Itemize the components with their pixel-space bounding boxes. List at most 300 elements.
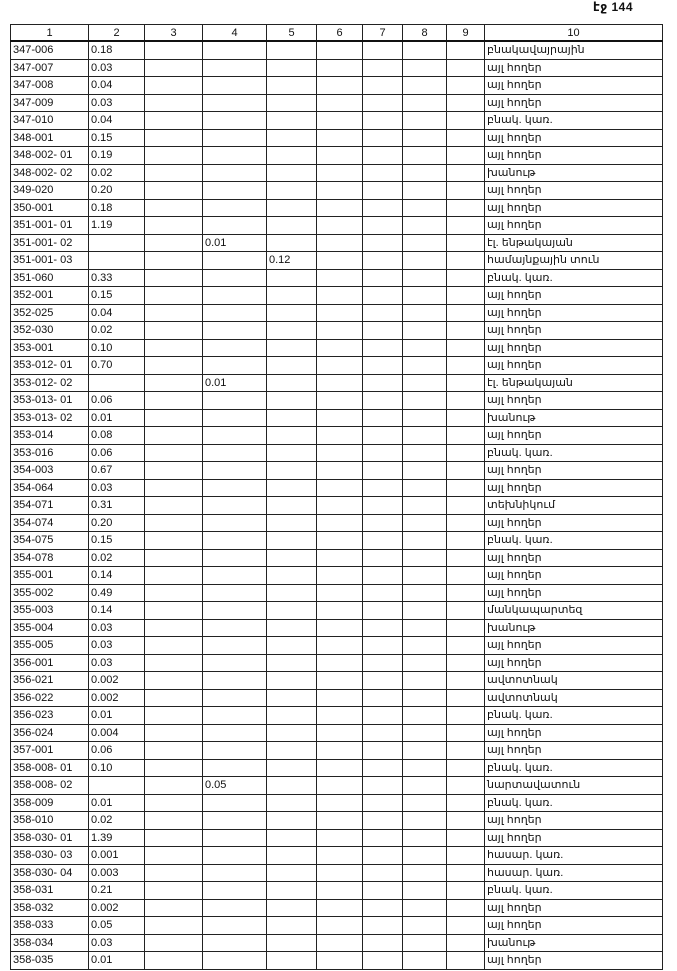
cell-col-5 — [267, 182, 317, 200]
cell-col-6 — [317, 864, 363, 882]
cell-col-3 — [145, 707, 203, 725]
table-row — [11, 444, 663, 462]
cell-land-use: այլ հողեր — [485, 584, 663, 602]
cell-col-3 — [145, 199, 203, 217]
table-row — [11, 497, 663, 515]
cell-col-9 — [447, 759, 485, 777]
column-header-10: 10 — [485, 25, 663, 42]
cell-parcel-code: 351-001- 02 — [11, 234, 89, 252]
table-row — [11, 672, 663, 690]
cell-col-5 — [267, 812, 317, 830]
cell-col-7 — [363, 129, 403, 147]
cell-col-7 — [363, 392, 403, 410]
cell-col-6 — [317, 462, 363, 480]
table-row — [11, 882, 663, 900]
cell-parcel-code: 347-010 — [11, 112, 89, 130]
cell-col-9 — [447, 269, 485, 287]
cell-col-9 — [447, 497, 485, 515]
cell-col-9 — [447, 829, 485, 847]
cell-col-4 — [203, 882, 267, 900]
cell-col-7 — [363, 882, 403, 900]
cell-col-5 — [267, 672, 317, 690]
cell-parcel-code: 348-002- 02 — [11, 164, 89, 182]
cell-land-use: հասար. կառ. — [485, 864, 663, 882]
cell-col-6 — [317, 619, 363, 637]
table-row — [11, 164, 663, 182]
cell-col-2: 0.03 — [89, 637, 145, 655]
cell-col-8 — [403, 497, 447, 515]
cell-col-5 — [267, 689, 317, 707]
cell-col-3 — [145, 147, 203, 165]
cell-col-4 — [203, 742, 267, 760]
cell-col-2: 0.31 — [89, 497, 145, 515]
cell-col-2: 0.33 — [89, 269, 145, 287]
cell-col-6 — [317, 654, 363, 672]
cell-col-2: 0.02 — [89, 164, 145, 182]
table-row — [11, 427, 663, 445]
cell-col-9 — [447, 707, 485, 725]
table-row — [11, 619, 663, 637]
cell-land-use: այլ հողեր — [485, 357, 663, 375]
cell-col-6 — [317, 164, 363, 182]
table-row — [11, 759, 663, 777]
cell-col-4 — [203, 759, 267, 777]
cell-col-5 — [267, 549, 317, 567]
table-row — [11, 59, 663, 77]
cell-parcel-code: 358-032 — [11, 899, 89, 917]
cell-land-use: այլ հողեր — [485, 724, 663, 742]
cell-col-8 — [403, 339, 447, 357]
cell-col-2: 0.20 — [89, 514, 145, 532]
cell-col-6 — [317, 759, 363, 777]
cell-col-9 — [447, 357, 485, 375]
cell-col-4 — [203, 129, 267, 147]
cell-col-4 — [203, 934, 267, 952]
column-header-4: 4 — [203, 25, 267, 42]
cell-parcel-code: 358-031 — [11, 882, 89, 900]
cell-land-use: այլ հողեր — [485, 742, 663, 760]
cell-col-2: 0.19 — [89, 147, 145, 165]
cell-col-4 — [203, 217, 267, 235]
cell-land-use: այլ հողեր — [485, 129, 663, 147]
cell-land-use: այլ հողեր — [485, 829, 663, 847]
cell-col-5 — [267, 94, 317, 112]
cell-col-8 — [403, 444, 447, 462]
cell-col-6 — [317, 129, 363, 147]
cell-parcel-code: 354-064 — [11, 479, 89, 497]
cell-col-9 — [447, 864, 485, 882]
cell-col-5 — [267, 567, 317, 585]
cell-col-6 — [317, 637, 363, 655]
cell-col-6 — [317, 217, 363, 235]
cell-col-6 — [317, 234, 363, 252]
cell-col-7 — [363, 864, 403, 882]
cell-col-2: 0.03 — [89, 934, 145, 952]
cell-col-2: 0.03 — [89, 479, 145, 497]
cell-col-6 — [317, 847, 363, 865]
table-row — [11, 934, 663, 952]
cell-land-use: այլ հողեր — [485, 59, 663, 77]
cell-parcel-code: 358-009 — [11, 794, 89, 812]
cell-col-4: 0.01 — [203, 234, 267, 252]
cell-parcel-code: 358-030- 04 — [11, 864, 89, 882]
cell-col-8 — [403, 549, 447, 567]
cell-col-4 — [203, 899, 267, 917]
cell-col-8 — [403, 742, 447, 760]
cell-col-2: 0.10 — [89, 759, 145, 777]
cell-land-use: այլ հողեր — [485, 549, 663, 567]
cell-col-3 — [145, 287, 203, 305]
cell-land-use: բնակ. կառ. — [485, 882, 663, 900]
column-header-5: 5 — [267, 25, 317, 42]
cell-col-4 — [203, 584, 267, 602]
cell-col-9 — [447, 514, 485, 532]
cell-col-9 — [447, 567, 485, 585]
cell-col-8 — [403, 199, 447, 217]
cell-parcel-code: 355-002 — [11, 584, 89, 602]
cell-col-4 — [203, 427, 267, 445]
cell-col-8 — [403, 217, 447, 235]
cell-col-8 — [403, 567, 447, 585]
cell-col-9 — [447, 217, 485, 235]
cell-col-9 — [447, 637, 485, 655]
cell-col-6 — [317, 602, 363, 620]
cell-col-3 — [145, 759, 203, 777]
cell-col-2: 0.02 — [89, 812, 145, 830]
cell-col-4 — [203, 147, 267, 165]
cell-land-use: մանկապարտեզ — [485, 602, 663, 620]
cell-col-6 — [317, 59, 363, 77]
cell-col-7 — [363, 164, 403, 182]
cell-col-2: 0.01 — [89, 794, 145, 812]
cell-col-6 — [317, 497, 363, 515]
table-row — [11, 637, 663, 655]
cell-col-6 — [317, 94, 363, 112]
cell-land-use: այլ հողեր — [485, 304, 663, 322]
header-row — [11, 25, 663, 42]
cell-col-6 — [317, 269, 363, 287]
cell-col-5 — [267, 952, 317, 970]
cell-col-2: 0.03 — [89, 619, 145, 637]
cell-col-2: 0.01 — [89, 707, 145, 725]
cell-col-7 — [363, 59, 403, 77]
cell-col-9 — [447, 532, 485, 550]
cell-col-3 — [145, 182, 203, 200]
table-row — [11, 129, 663, 147]
cell-col-5 — [267, 234, 317, 252]
cell-col-4 — [203, 199, 267, 217]
cell-col-2: 0.06 — [89, 392, 145, 410]
cell-col-9 — [447, 304, 485, 322]
table-row — [11, 654, 663, 672]
cell-col-3 — [145, 549, 203, 567]
cell-col-4 — [203, 182, 267, 200]
cell-col-2: 0.06 — [89, 742, 145, 760]
cell-col-5 — [267, 777, 317, 795]
cell-col-4 — [203, 112, 267, 130]
cell-col-5 — [267, 707, 317, 725]
cell-col-9 — [447, 689, 485, 707]
cell-col-8 — [403, 59, 447, 77]
cell-col-3 — [145, 672, 203, 690]
table-row — [11, 269, 663, 287]
cell-col-9 — [447, 812, 485, 830]
cell-col-9 — [447, 917, 485, 935]
cell-col-4: 0.01 — [203, 374, 267, 392]
cell-col-7 — [363, 619, 403, 637]
cell-col-6 — [317, 549, 363, 567]
cell-col-4 — [203, 339, 267, 357]
cell-col-7 — [363, 952, 403, 970]
cell-col-2: 0.04 — [89, 77, 145, 95]
cell-col-3 — [145, 252, 203, 270]
cell-col-4 — [203, 287, 267, 305]
table-row — [11, 252, 663, 270]
cell-col-3 — [145, 234, 203, 252]
table-row — [11, 917, 663, 935]
cell-land-use: այլ հողեր — [485, 899, 663, 917]
cell-parcel-code: 357-001 — [11, 742, 89, 760]
cell-col-9 — [447, 427, 485, 445]
cell-col-6 — [317, 199, 363, 217]
cell-col-2: 0.004 — [89, 724, 145, 742]
cell-col-3 — [145, 339, 203, 357]
cell-col-9 — [447, 409, 485, 427]
cell-land-use: այլ հողեր — [485, 462, 663, 480]
cell-col-7 — [363, 322, 403, 340]
cell-parcel-code: 358-030- 01 — [11, 829, 89, 847]
table-row — [11, 322, 663, 340]
cell-parcel-code: 355-005 — [11, 637, 89, 655]
cell-col-5 — [267, 77, 317, 95]
cell-col-8 — [403, 112, 447, 130]
cell-col-2: 0.70 — [89, 357, 145, 375]
cell-col-2: 0.15 — [89, 287, 145, 305]
cell-parcel-code: 356-024 — [11, 724, 89, 742]
cell-col-8 — [403, 322, 447, 340]
cell-col-8 — [403, 812, 447, 830]
table-row — [11, 584, 663, 602]
cell-col-2: 1.39 — [89, 829, 145, 847]
cell-col-9 — [447, 392, 485, 410]
table-row — [11, 829, 663, 847]
cell-col-9 — [447, 59, 485, 77]
cell-col-4 — [203, 322, 267, 340]
cell-parcel-code: 353-013- 01 — [11, 392, 89, 410]
cell-col-6 — [317, 952, 363, 970]
cell-land-use: այլ հողեր — [485, 427, 663, 445]
cell-col-6 — [317, 427, 363, 445]
cell-col-2: 0.002 — [89, 689, 145, 707]
cell-col-8 — [403, 934, 447, 952]
cell-col-5 — [267, 374, 317, 392]
cell-land-use: համայնքային տուն — [485, 252, 663, 270]
cell-col-6 — [317, 794, 363, 812]
cell-parcel-code: 353-014 — [11, 427, 89, 445]
cell-col-5 — [267, 409, 317, 427]
cell-col-8 — [403, 164, 447, 182]
cell-parcel-code: 355-003 — [11, 602, 89, 620]
cell-land-use: այլ հողեր — [485, 182, 663, 200]
cell-land-use: բնակ. կառ. — [485, 707, 663, 725]
cell-col-6 — [317, 304, 363, 322]
cell-land-use: ավտոտնակ — [485, 689, 663, 707]
column-header-7: 7 — [363, 25, 403, 42]
cell-col-6 — [317, 707, 363, 725]
cell-col-9 — [447, 129, 485, 147]
cell-col-8 — [403, 759, 447, 777]
cell-col-4 — [203, 409, 267, 427]
table-row — [11, 567, 663, 585]
cell-col-4 — [203, 549, 267, 567]
cell-col-7 — [363, 269, 403, 287]
table-row — [11, 304, 663, 322]
cell-col-8 — [403, 917, 447, 935]
cell-col-5 — [267, 637, 317, 655]
cell-col-7 — [363, 199, 403, 217]
cell-parcel-code: 352-025 — [11, 304, 89, 322]
cell-land-use: այլ հողեր — [485, 199, 663, 217]
table-row — [11, 532, 663, 550]
cell-col-8 — [403, 462, 447, 480]
table-row — [11, 147, 663, 165]
cell-land-use: էլ. ենթակայան — [485, 234, 663, 252]
cell-col-3 — [145, 94, 203, 112]
table-row — [11, 689, 663, 707]
cell-col-4 — [203, 917, 267, 935]
cell-col-5 — [267, 129, 317, 147]
cell-col-4 — [203, 689, 267, 707]
cell-col-3 — [145, 619, 203, 637]
cell-col-4 — [203, 707, 267, 725]
cell-col-2: 0.003 — [89, 864, 145, 882]
cell-col-6 — [317, 444, 363, 462]
column-header-2: 2 — [89, 25, 145, 42]
cell-land-use: էլ. ենթակայան — [485, 374, 663, 392]
cell-col-2: 0.15 — [89, 129, 145, 147]
cell-col-3 — [145, 689, 203, 707]
cell-col-2: 0.02 — [89, 549, 145, 567]
cell-col-7 — [363, 532, 403, 550]
cell-land-use: նարտավատուն — [485, 777, 663, 795]
cell-col-6 — [317, 77, 363, 95]
table-row — [11, 462, 663, 480]
cell-col-3 — [145, 374, 203, 392]
cell-col-2: 0.05 — [89, 917, 145, 935]
cell-col-5 — [267, 462, 317, 480]
cell-col-3 — [145, 829, 203, 847]
cell-col-3 — [145, 497, 203, 515]
cell-col-4 — [203, 304, 267, 322]
cell-col-4 — [203, 392, 267, 410]
cell-parcel-code: 358-008- 02 — [11, 777, 89, 795]
cell-col-8 — [403, 794, 447, 812]
cell-parcel-code: 353-012- 01 — [11, 357, 89, 375]
cell-col-9 — [447, 374, 485, 392]
cell-land-use: այլ հողեր — [485, 287, 663, 305]
cell-col-9 — [447, 287, 485, 305]
cell-col-6 — [317, 724, 363, 742]
cell-col-2: 0.10 — [89, 339, 145, 357]
cell-col-3 — [145, 129, 203, 147]
table-row — [11, 602, 663, 620]
cell-col-3 — [145, 514, 203, 532]
cell-col-5 — [267, 917, 317, 935]
cell-col-4 — [203, 794, 267, 812]
cell-land-use: ավտոտնակ — [485, 672, 663, 690]
cell-col-2 — [89, 777, 145, 795]
cell-col-9 — [447, 777, 485, 795]
cell-col-3 — [145, 724, 203, 742]
table-row — [11, 812, 663, 830]
cell-parcel-code: 354-071 — [11, 497, 89, 515]
table-row — [11, 794, 663, 812]
cell-col-4 — [203, 532, 267, 550]
cell-parcel-code: 358-030- 03 — [11, 847, 89, 865]
cell-col-8 — [403, 287, 447, 305]
cell-col-3 — [145, 637, 203, 655]
cell-parcel-code: 355-004 — [11, 619, 89, 637]
cell-col-7 — [363, 112, 403, 130]
cell-col-7 — [363, 724, 403, 742]
cell-col-8 — [403, 392, 447, 410]
cell-col-8 — [403, 654, 447, 672]
cell-parcel-code: 356-023 — [11, 707, 89, 725]
cell-parcel-code: 358-033 — [11, 917, 89, 935]
cell-land-use: հասար. կառ. — [485, 847, 663, 865]
cell-parcel-code: 347-006 — [11, 41, 89, 59]
cell-col-7 — [363, 917, 403, 935]
cell-parcel-code: 353-001 — [11, 339, 89, 357]
cell-col-8 — [403, 269, 447, 287]
cell-land-use: բնակ. կառ. — [485, 269, 663, 287]
cell-col-3 — [145, 59, 203, 77]
cell-parcel-code: 353-013- 02 — [11, 409, 89, 427]
cell-parcel-code: 349-020 — [11, 182, 89, 200]
cell-col-3 — [145, 864, 203, 882]
table-row — [11, 339, 663, 357]
cell-land-use: խանութ — [485, 409, 663, 427]
cell-col-6 — [317, 829, 363, 847]
cell-parcel-code: 348-002- 01 — [11, 147, 89, 165]
cell-col-7 — [363, 427, 403, 445]
cell-parcel-code: 350-001 — [11, 199, 89, 217]
cell-col-8 — [403, 182, 447, 200]
cell-col-3 — [145, 812, 203, 830]
cell-col-2: 0.04 — [89, 112, 145, 130]
cell-col-2: 0.14 — [89, 567, 145, 585]
cell-col-9 — [447, 77, 485, 95]
cell-col-8 — [403, 602, 447, 620]
cell-col-5 — [267, 339, 317, 357]
cell-col-5 — [267, 217, 317, 235]
table-row — [11, 77, 663, 95]
cell-col-5 — [267, 41, 317, 59]
cell-col-7 — [363, 234, 403, 252]
column-header-3: 3 — [145, 25, 203, 42]
cell-col-7 — [363, 847, 403, 865]
cell-col-2: 0.18 — [89, 41, 145, 59]
cell-col-5 — [267, 864, 317, 882]
cell-col-9 — [447, 252, 485, 270]
cell-col-4 — [203, 567, 267, 585]
cell-parcel-code: 356-021 — [11, 672, 89, 690]
cell-col-3 — [145, 269, 203, 287]
cell-parcel-code: 351-001- 03 — [11, 252, 89, 270]
column-header-1: 1 — [11, 25, 89, 42]
cell-col-3 — [145, 952, 203, 970]
cell-col-3 — [145, 217, 203, 235]
